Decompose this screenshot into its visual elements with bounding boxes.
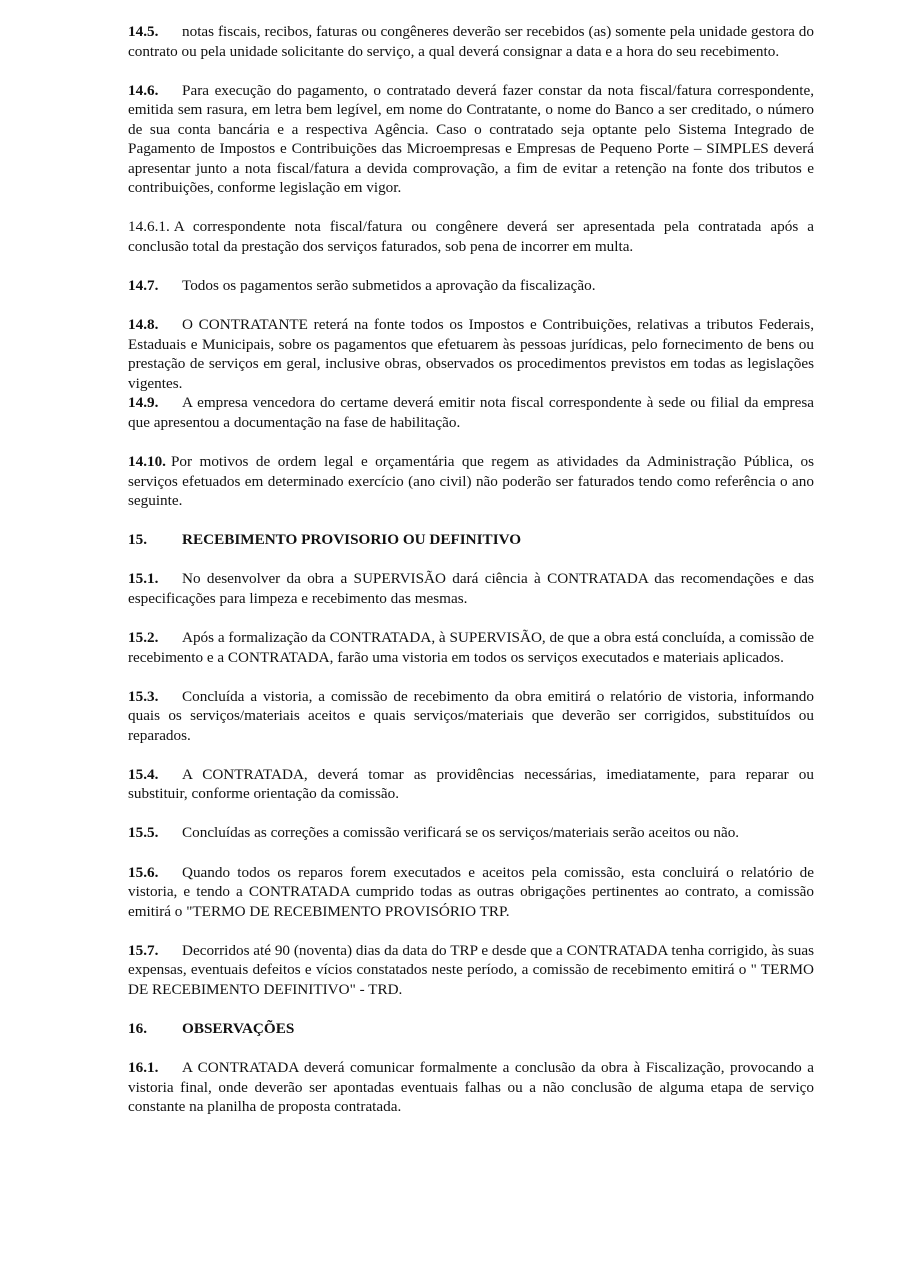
clause-number: 14.7. bbox=[128, 277, 159, 295]
clause-text: Todos os pagamentos serão submetidos a aprovação da fiscalização. bbox=[182, 277, 596, 295]
section-title: OBSERVAÇÕES bbox=[182, 1019, 295, 1037]
section-number: 16. bbox=[128, 1019, 147, 1037]
clause-number: 15.3. bbox=[128, 687, 159, 705]
clause-number: 14.5. bbox=[128, 23, 159, 40]
clause-text: Decorridos até 90 (noventa) dias da data do TRP e desde que a CONTRATADA tenha corrigido, às suas expensas, eventuais defeitos e vícios constatados neste período, a comissão de recebimento emitirá o " TERMO DE RECEBIMENTO DEFINITIVO" - TRD. bbox=[128, 941, 814, 998]
clause-15-2 bbox=[128, 628, 814, 667]
clause-text: Quando todos os reparos forem executados e aceitos pela comissão, esta concluirá o relatório de vistoria, e tendo a CONTRATADA cumprido todas as outras obrigações pertinentes ao contrato, a comissão emitirá o "TERMO DE RECEBIMENTO PROVISÓRIO TRP. bbox=[128, 863, 814, 920]
clause-15-7 bbox=[128, 941, 814, 1000]
clause-number: 14.10. bbox=[128, 453, 166, 471]
clause-15-5 bbox=[128, 823, 814, 843]
clause-14-5 bbox=[128, 22, 814, 61]
clause-number: 14.6. bbox=[128, 81, 159, 99]
clause-text: O CONTRATANTE reterá na fonte todos os Impostos e Contribuições, relativas a tributos Federais, Estaduais e Municipais, sobre os pagamentos que efetuarem às pessoas jurídicas, pelo fornecimento de bens ou prestação de serviços em geral, inclusive obras, observados os procedimentos previstos em todas as legislações vigentes. bbox=[128, 316, 814, 392]
clause-number: 15.5. bbox=[128, 824, 159, 842]
section-title: RECEBIMENTO PROVISORIO OU DEFINITIVO bbox=[182, 531, 522, 549]
clause-number: 15.4. bbox=[128, 765, 159, 783]
clause-number: 15.2. bbox=[128, 628, 159, 646]
clause-number: 15.6. bbox=[128, 863, 159, 881]
clause-text: A correspondente nota fiscal/fatura ou congênere deverá ser apresentada pela contratada após a conclusão total da prestação dos serviços faturados, sob pena de incorrer em multa. bbox=[128, 218, 814, 256]
clause-16-1 bbox=[128, 1058, 814, 1117]
document-page bbox=[128, 22, 814, 1136]
clause-14-6-1 bbox=[128, 217, 814, 256]
clause-number: 15.1. bbox=[128, 570, 159, 588]
clause-text: Por motivos de ordem legal e orçamentária que regem as atividades da Administração Pública, os serviços efetuados em determinado exercício (ano civil) não poderão ser faturados tendo como referência o ano seguinte. bbox=[128, 453, 814, 510]
clause-text: No desenvolver da obra a SUPERVISÃO dará ciência à CONTRATADA das recomendações e das especificações para limpeza e recebimento das mesmas. bbox=[128, 570, 814, 607]
section-heading-15 bbox=[128, 530, 814, 550]
clause-14-10 bbox=[128, 452, 814, 511]
clause-text: A CONTRATADA, deverá tomar as providências necessárias, imediatamente, para reparar ou substituir, conforme orientação da comissão. bbox=[128, 765, 814, 803]
clause-number: 16.1. bbox=[128, 1058, 159, 1076]
clause-text: Após a formalização da CONTRATADA, à SUPERVISÃO, de que a obra está concluída, a comissão de recebimento e a CONTRATADA, farão uma vistoria em todos os serviços executados e materiais aplicados. bbox=[128, 628, 814, 666]
clause-number: 14.6.1. bbox=[128, 218, 170, 236]
clause-15-1 bbox=[128, 569, 814, 608]
clause-text: Para execução do pagamento, o contratado deverá fazer constar da nota fiscal/fatura correspondente, emitida sem rasura, em letra bem legível, em nome do Contratante, o nome do Banco a ser creditado, o número de sua conta bancária e a respectiva Agência. Caso o contratado seja optante pelo Sistema Integrado de Pagamento de Impostos e Contribuições das Microempresas e Empresas de Pequeno Porte – SIMPLES deverá apresentar junto a nota fiscal/fatura a devida comprovação, a fim de evitar a retenção na fonte dos tributos e contribuições, conforme legislação em vigor. bbox=[128, 81, 814, 197]
clause-text: A empresa vencedora do certame deverá emitir nota fiscal correspondente à sede ou filial da empresa que apresentou a documentação na fase de habilitação. bbox=[128, 394, 814, 431]
clause-number: 14.8. bbox=[128, 316, 159, 334]
clause-15-3 bbox=[128, 687, 814, 746]
clause-text: Concluídas as correções a comissão verificará se os serviços/materiais serão aceitos ou não. bbox=[182, 824, 740, 842]
clause-14-6 bbox=[128, 81, 814, 198]
section-heading-16 bbox=[128, 1019, 814, 1039]
clause-15-4 bbox=[128, 765, 814, 804]
clause-number: 14.9. bbox=[128, 394, 159, 412]
clause-number: 15.7. bbox=[128, 941, 159, 959]
clause-text: notas fiscais, recibos, faturas ou congêneres deverão ser recebidos (as) somente pela unidade gestora do contrato ou pela unidade solicitante do serviço, a qual deverá consignar a data e a hora do seu recebimento. bbox=[128, 23, 814, 60]
clause-14-9 bbox=[128, 393, 814, 432]
section-number: 15. bbox=[128, 531, 147, 549]
clause-14-8 bbox=[128, 315, 814, 393]
clause-15-6 bbox=[128, 863, 814, 922]
clause-14-7 bbox=[128, 276, 814, 296]
clause-text: Concluída a vistoria, a comissão de recebimento da obra emitirá o relatório de vistoria, informando quais os serviços/materiais aceitos e quais serviços/materiais que deverão ser corrigidos, substituídos ou reparados. bbox=[128, 687, 814, 744]
clause-text: A CONTRATADA deverá comunicar formalmente a conclusão da obra à Fiscalização, provocando a vistoria final, onde deverão ser apontadas eventuais falhas ou a não conclusão de alguma etapa de serviço constante na planilha de proposta contratada. bbox=[128, 1058, 814, 1116]
